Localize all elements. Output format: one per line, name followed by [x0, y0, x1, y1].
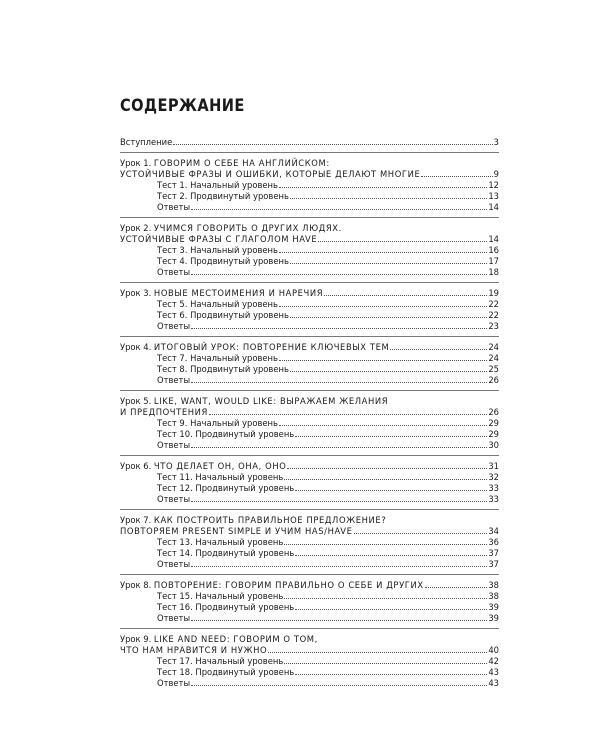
- toc-entry-label: Тест 3. Начальный уровень: [157, 245, 278, 255]
- toc-page-number: 31: [488, 461, 499, 471]
- lesson-block: [120, 634, 499, 689]
- section-divider: [120, 574, 499, 575]
- toc-entry-label: Ответы: [157, 375, 191, 385]
- toc-page-number: 43: [488, 667, 499, 677]
- test-entry[interactable]: [120, 537, 499, 548]
- toc-page-number: 18: [488, 267, 499, 277]
- lesson-heading-line: [120, 223, 499, 234]
- dot-leader: [279, 245, 487, 253]
- test-entry[interactable]: [120, 256, 499, 267]
- dot-leader: [287, 461, 487, 469]
- test-entry[interactable]: [120, 548, 499, 559]
- lesson-heading-line: [120, 515, 499, 526]
- lesson-title: LIKE AND NEED: ГОВОРИМ О ТОМ,: [153, 634, 318, 644]
- lesson-block: [120, 461, 499, 505]
- toc-entry-label: Вступление: [120, 137, 173, 147]
- dot-leader: [191, 494, 487, 502]
- lesson-heading-line[interactable]: [120, 342, 499, 353]
- test-entry[interactable]: [120, 191, 499, 202]
- lesson-title: ЧТО ДЕЛАЕТ ОН, ОНА, ОНО: [153, 461, 287, 471]
- toc-entry-label: Тест 7. Начальный уровень: [157, 353, 278, 363]
- dot-leader: [191, 559, 487, 567]
- toc-page-number: 29: [488, 418, 499, 428]
- dot-leader: [284, 472, 487, 480]
- test-entry[interactable]: [120, 483, 499, 494]
- test-entry[interactable]: [120, 472, 499, 483]
- dot-leader: [324, 288, 487, 296]
- toc-page-number: 16: [488, 245, 499, 255]
- section-divider: [120, 282, 499, 283]
- lesson-title: ГОВОРИМ О СЕБЕ НА АНГЛИЙСКОМ:: [153, 158, 330, 168]
- lesson-heading-text: [120, 288, 323, 299]
- answers-entry[interactable]: [120, 613, 499, 624]
- toc-entry-label: Тест 18. Продвинутый уровень: [157, 667, 295, 677]
- lesson-title: НОВЫЕ МЕСТОИМЕНИЯ И НАРЕЧИЯ: [153, 288, 324, 298]
- toc-page-number: 13: [488, 191, 499, 201]
- lesson-heading-line: [120, 396, 499, 407]
- toc-entry-label: Ответы: [157, 321, 191, 331]
- dot-leader: [191, 613, 487, 621]
- lesson-block: [120, 158, 499, 213]
- lesson-heading-text: [120, 645, 267, 656]
- dot-leader: [279, 299, 487, 307]
- dot-leader: [290, 191, 487, 199]
- dot-leader: [284, 537, 487, 545]
- toc-page-number: 43: [488, 678, 499, 688]
- lesson-prefix: Урок 6.: [120, 461, 154, 471]
- section-divider: [120, 509, 499, 510]
- lesson-block: [120, 223, 499, 278]
- toc-page-number: 19: [488, 288, 499, 298]
- toc-entry-label: Тест 1. Начальный уровень: [157, 180, 278, 190]
- lesson-title: ЧТО НАМ НРАВИТСЯ И НУЖНО: [120, 645, 268, 655]
- toc-page-number: 22: [488, 299, 499, 309]
- toc-page-number: 33: [488, 494, 499, 504]
- test-entry[interactable]: [120, 418, 499, 429]
- lesson-heading-line[interactable]: [120, 288, 499, 299]
- section-divider: [120, 336, 499, 337]
- toc-page-number: 36: [488, 537, 499, 547]
- lesson-prefix: Урок 5.: [120, 396, 154, 406]
- toc-entry-label: Ответы: [157, 559, 191, 569]
- toc-entry-label: Тест 15. Начальный уровень: [157, 591, 284, 601]
- toc-entry-label: Тест 5. Начальный уровень: [157, 299, 278, 309]
- toc-page-number: 30: [488, 440, 499, 450]
- dot-leader: [191, 440, 487, 448]
- toc-page-number: 42: [488, 656, 499, 666]
- lesson-heading-line[interactable]: [120, 526, 499, 537]
- lesson-heading-line: [120, 158, 499, 169]
- dot-leader: [173, 137, 492, 145]
- dot-leader: [295, 667, 487, 675]
- toc-page-number: 37: [488, 548, 499, 558]
- page-title: СОДЕРЖАНИЕ: [120, 96, 245, 116]
- lesson-heading-line[interactable]: [120, 645, 499, 656]
- lesson-heading-text: [120, 580, 424, 591]
- toc-page-number: 17: [488, 256, 499, 266]
- dot-leader: [290, 364, 487, 372]
- toc-page-number: 39: [488, 613, 499, 623]
- section-divider: [120, 390, 499, 391]
- lesson-heading-text: [120, 461, 286, 472]
- toc-entry-label: Тест 2. Продвинутый уровень: [157, 191, 289, 201]
- section-divider: [120, 455, 499, 456]
- dot-leader: [279, 353, 487, 361]
- dot-leader: [318, 234, 487, 242]
- answers-entry[interactable]: [120, 678, 499, 689]
- toc-entry-intro[interactable]: [120, 137, 499, 148]
- section-divider: [120, 628, 499, 629]
- toc-page-number: 29: [488, 429, 499, 439]
- toc-entry-label: Тест 10. Продвинутый уровень: [157, 429, 295, 439]
- dot-leader: [209, 407, 487, 415]
- test-entry[interactable]: [120, 353, 499, 364]
- test-entry[interactable]: [120, 245, 499, 256]
- test-entry[interactable]: [120, 667, 499, 678]
- lesson-block: [120, 515, 499, 570]
- lesson-prefix: Урок 3.: [120, 288, 154, 298]
- toc-entry-label: Тест 6. Продвинутый уровень: [157, 310, 289, 320]
- lesson-block: [120, 580, 499, 624]
- dot-leader: [295, 602, 487, 610]
- dot-leader: [421, 169, 492, 177]
- toc-page-number: 24: [488, 353, 499, 363]
- dot-leader: [390, 342, 487, 350]
- table-of-contents: [120, 137, 499, 689]
- lesson-prefix: Урок 8.: [120, 580, 154, 590]
- dot-leader: [279, 180, 487, 188]
- dot-leader: [284, 656, 487, 664]
- toc-entry-label: Ответы: [157, 202, 191, 212]
- test-entry[interactable]: [120, 299, 499, 310]
- toc-page-number: 40: [488, 645, 499, 655]
- lesson-heading-text: [120, 526, 353, 537]
- lesson-heading-line[interactable]: [120, 234, 499, 245]
- dot-leader: [279, 418, 487, 426]
- section-divider: [120, 217, 499, 218]
- lesson-title: ПОВТОРЕНИЕ: ГОВОРИМ ПРАВИЛЬНО О СЕБЕ И ДРУГИХ: [153, 580, 424, 590]
- toc-page-number: 37: [488, 559, 499, 569]
- test-entry[interactable]: [120, 180, 499, 191]
- toc-entry-label: Ответы: [157, 267, 191, 277]
- toc-page-number: 14: [488, 202, 499, 212]
- lesson-heading-text: [120, 234, 317, 245]
- toc-page-number: 34: [488, 526, 499, 536]
- toc-page-number: 26: [488, 375, 499, 385]
- toc-page-number: 32: [488, 472, 499, 482]
- dot-leader: [191, 678, 487, 686]
- section-divider: [120, 152, 499, 153]
- dot-leader: [290, 310, 487, 318]
- lesson-title: КАК ПОСТРОИТЬ ПРАВИЛЬНОЕ ПРЕДЛОЖЕНИЕ?: [153, 515, 387, 525]
- lesson-title: ПОВТОРЯЕМ PRESENT SIMPLE И УЧИМ HAS/HAVE: [120, 526, 353, 536]
- toc-page-number: 25: [488, 364, 499, 374]
- answers-entry[interactable]: [120, 440, 499, 451]
- dot-leader: [295, 429, 487, 437]
- toc-entry-label: Тест 17. Начальный уровень: [157, 656, 284, 666]
- toc-entry-label: Тест 9. Начальный уровень: [157, 418, 278, 428]
- lesson-title: И ПРЕДПОЧТЕНИЯ: [120, 407, 208, 417]
- dot-leader: [268, 645, 487, 653]
- toc-page-number: 24: [488, 342, 499, 352]
- lesson-prefix: Урок 1.: [120, 158, 154, 168]
- dot-leader: [425, 580, 488, 588]
- lesson-block: [120, 342, 499, 386]
- lesson-block: [120, 288, 499, 332]
- toc-page-number: 14: [488, 234, 499, 244]
- lesson-prefix: Урок 7.: [120, 515, 154, 525]
- toc-entry-label: Ответы: [157, 613, 191, 623]
- test-entry[interactable]: [120, 310, 499, 321]
- test-entry[interactable]: [120, 429, 499, 440]
- lesson-heading-line[interactable]: [120, 407, 499, 418]
- lesson-title: УЧИМСЯ ГОВОРИТЬ О ДРУГИХ ЛЮДЯХ.: [153, 223, 342, 233]
- test-entry[interactable]: [120, 656, 499, 667]
- lesson-block: [120, 396, 499, 451]
- toc-page-number: 26: [488, 407, 499, 417]
- toc-entry-label: Тест 12. Продвинутый уровень: [157, 483, 295, 493]
- toc-page-number: 39: [488, 602, 499, 612]
- dot-leader: [290, 256, 487, 264]
- answers-entry[interactable]: [120, 494, 499, 505]
- lesson-heading-line: [120, 634, 499, 645]
- lesson-heading-text: [120, 342, 389, 353]
- toc-page-number: 38: [488, 591, 499, 601]
- answers-entry[interactable]: [120, 202, 499, 213]
- dot-leader: [191, 202, 487, 210]
- lesson-title: LIKE, WANT, WOULD LIKE: ВЫРАЖАЕМ ЖЕЛАНИЯ: [153, 396, 389, 406]
- answers-entry[interactable]: [120, 559, 499, 570]
- toc-entry-label: Тест 8. Продвинутый уровень: [157, 364, 289, 374]
- lesson-prefix: Урок 4.: [120, 342, 154, 352]
- test-entry[interactable]: [120, 364, 499, 375]
- toc-entry-label: Ответы: [157, 494, 191, 504]
- lesson-prefix: Урок 9.: [120, 634, 154, 644]
- lesson-heading-line[interactable]: [120, 461, 499, 472]
- toc-entry-label: Ответы: [157, 440, 191, 450]
- toc-entry-label: Тест 13. Начальный уровень: [157, 537, 284, 547]
- answers-entry[interactable]: [120, 321, 499, 332]
- lesson-heading-text: [120, 169, 420, 180]
- dot-leader: [191, 375, 487, 383]
- toc-page-number: 38: [488, 580, 499, 590]
- lesson-title: УСТОЙЧИВЫЕ ФРАЗЫ И ОШИБКИ, КОТОРЫЕ ДЕЛАЮТ МНОГИЕ: [120, 169, 421, 179]
- answers-entry[interactable]: [120, 267, 499, 278]
- toc-entry-label: Тест 14. Продвинутый уровень: [157, 548, 295, 558]
- toc-page-number: 23: [488, 321, 499, 331]
- lesson-title: УСТОЙЧИВЫЕ ФРАЗЫ С ГЛАГОЛОМ HAVE: [120, 234, 318, 244]
- lesson-heading-line[interactable]: [120, 580, 499, 591]
- dot-leader: [354, 526, 488, 534]
- lesson-heading-line[interactable]: [120, 169, 499, 180]
- toc-entry-label: Тест 11. Начальный уровень: [157, 472, 284, 482]
- toc-page-number: 22: [488, 310, 499, 320]
- toc-page-number: 33: [488, 483, 499, 493]
- dot-leader: [295, 548, 487, 556]
- test-entry[interactable]: [120, 602, 499, 613]
- lesson-title: ИТОГОВЫЙ УРОК: ПОВТОРЕНИЕ КЛЮЧЕВЫХ ТЕМ: [153, 342, 390, 352]
- dot-leader: [191, 267, 487, 275]
- dot-leader: [191, 321, 487, 329]
- dot-leader: [284, 591, 487, 599]
- answers-entry[interactable]: [120, 375, 499, 386]
- toc-entry-label: Тест 4. Продвинутый уровень: [157, 256, 289, 266]
- toc-entry-label: Тест 16. Продвинутый уровень: [157, 602, 295, 612]
- toc-entry-label: Ответы: [157, 678, 191, 688]
- lesson-heading-text: [120, 407, 208, 418]
- test-entry[interactable]: [120, 591, 499, 602]
- dot-leader: [295, 483, 487, 491]
- lesson-prefix: Урок 2.: [120, 223, 154, 233]
- toc-page-number: 3: [493, 137, 499, 147]
- toc-page-number: 12: [488, 180, 499, 190]
- toc-page-number: 9: [493, 169, 499, 179]
